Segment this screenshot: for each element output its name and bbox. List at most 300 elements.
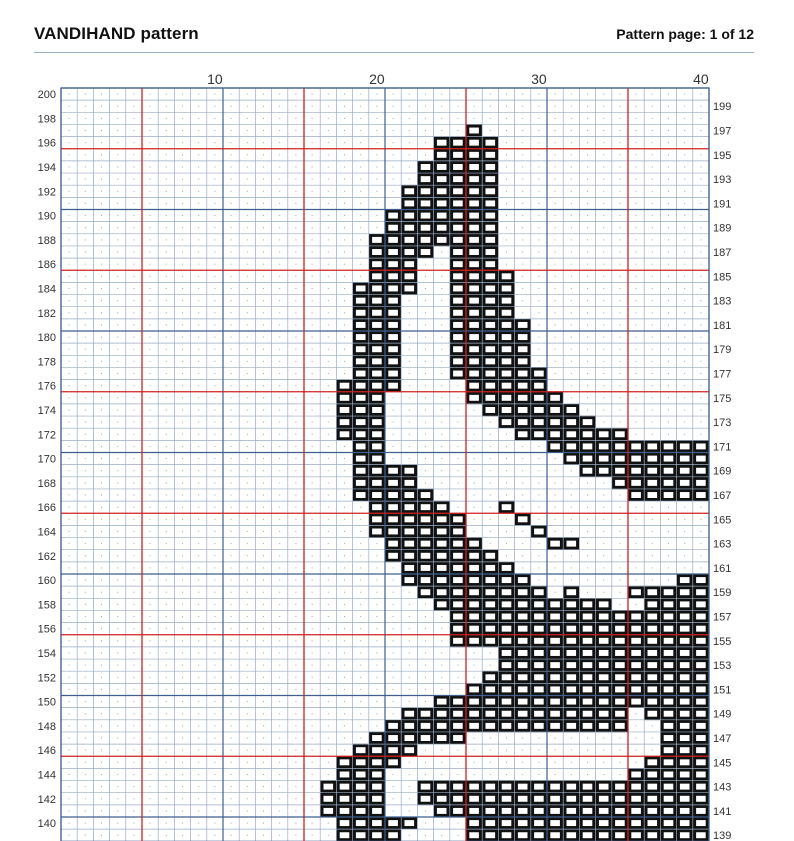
grid-dot (295, 786, 296, 787)
grid-dot (101, 810, 102, 811)
stitch-cell (694, 636, 707, 645)
grid-dot (328, 470, 329, 471)
grid-dot (166, 166, 167, 167)
grid-dot (166, 106, 167, 107)
grid-dot (198, 835, 199, 836)
grid-dot (555, 373, 556, 374)
stitch-cell (387, 320, 400, 329)
grid-dot (295, 179, 296, 180)
stitch-cell (516, 588, 529, 597)
grid-dot (69, 215, 70, 216)
grid-dot (231, 154, 232, 155)
stitch-cell (354, 746, 367, 755)
grid-dot (101, 750, 102, 751)
grid-dot (214, 786, 215, 787)
grid-dot (636, 154, 637, 155)
grid-dot (619, 361, 620, 362)
grid-dot (328, 106, 329, 107)
grid-dot (69, 628, 70, 629)
grid-dot (555, 482, 556, 483)
stitch-cell (565, 624, 578, 633)
grid-dot (101, 616, 102, 617)
grid-dot (376, 154, 377, 155)
grid-dot (393, 786, 394, 787)
grid-dot (571, 215, 572, 216)
grid-dot (295, 555, 296, 556)
grid-dot (668, 373, 669, 374)
stitch-cell (662, 782, 675, 791)
stitch-cell (451, 515, 464, 524)
row-label-right: 169 (713, 465, 732, 478)
grid-dot (328, 409, 329, 410)
grid-dot (85, 361, 86, 362)
grid-dot (69, 361, 70, 362)
grid-dot (166, 713, 167, 714)
grid-dot (198, 264, 199, 265)
grid-dot (247, 361, 248, 362)
grid-dot (214, 652, 215, 653)
grid-dot (85, 604, 86, 605)
stitch-cell (419, 515, 432, 524)
grid-dot (344, 288, 345, 289)
grid-dot (101, 495, 102, 496)
grid-dot (85, 823, 86, 824)
stitch-cell (581, 818, 594, 827)
stitch-cell (532, 369, 545, 378)
grid-dot (328, 215, 329, 216)
grid-dot (603, 227, 604, 228)
grid-dot (668, 434, 669, 435)
grid-dot (522, 203, 523, 204)
stitch-cell (451, 308, 464, 317)
row-label-right: 161 (713, 562, 732, 575)
grid-dot (555, 495, 556, 496)
grid-dot (619, 592, 620, 593)
grid-dot (312, 337, 313, 338)
grid-dot (425, 276, 426, 277)
grid-dot (425, 106, 426, 107)
grid-dot (684, 409, 685, 410)
grid-dot (668, 324, 669, 325)
grid-dot (409, 166, 410, 167)
stitch-cell (516, 575, 529, 584)
grid-dot (636, 239, 637, 240)
stitch-cell (581, 673, 594, 682)
grid-dot (182, 555, 183, 556)
grid-dot (247, 555, 248, 556)
stitch-cell (613, 818, 626, 827)
grid-dot (571, 337, 572, 338)
stitch-cell (694, 648, 707, 657)
grid-dot (652, 191, 653, 192)
grid-dot (474, 495, 475, 496)
grid-dot (198, 166, 199, 167)
stitch-cell (516, 393, 529, 402)
grid-dot (522, 154, 523, 155)
grid-dot (328, 300, 329, 301)
grid-dot (101, 677, 102, 678)
grid-dot (522, 458, 523, 459)
grid-dot (69, 179, 70, 180)
grid-dot (457, 774, 458, 775)
grid-dot (457, 823, 458, 824)
grid-dot (231, 409, 232, 410)
stitch-cell (419, 782, 432, 791)
grid-dot (328, 543, 329, 544)
stitch-cell (516, 818, 529, 827)
grid-dot (344, 567, 345, 568)
stitch-cell (451, 199, 464, 208)
stitch-cell (484, 332, 497, 341)
stitch-cell (678, 721, 691, 730)
grid-dot (684, 422, 685, 423)
grid-dot (85, 264, 86, 265)
grid-dot (198, 252, 199, 253)
grid-dot (522, 300, 523, 301)
grid-dot (247, 227, 248, 228)
stitch-cell (338, 770, 351, 779)
stitch-cell (694, 794, 707, 803)
grid-dot (214, 555, 215, 556)
grid-dot (555, 774, 556, 775)
grid-dot (636, 337, 637, 338)
grid-dot (393, 701, 394, 702)
grid-dot (555, 531, 556, 532)
grid-dot (263, 652, 264, 653)
stitch-cell (613, 782, 626, 791)
stitch-cell (630, 648, 643, 657)
grid-dot (603, 762, 604, 763)
grid-dot (652, 422, 653, 423)
grid-dot (150, 409, 151, 410)
grid-dot (425, 130, 426, 131)
grid-dot (636, 288, 637, 289)
grid-dot (603, 239, 604, 240)
grid-dot (652, 507, 653, 508)
grid-dot (101, 446, 102, 447)
stitch-cell (370, 831, 383, 840)
grid-dot (344, 677, 345, 678)
grid-dot (263, 725, 264, 726)
stitch-cell (630, 673, 643, 682)
stitch-cell (468, 563, 481, 572)
grid-dot (312, 555, 313, 556)
grid-dot (409, 373, 410, 374)
stitch-cell (484, 308, 497, 317)
grid-dot (247, 422, 248, 423)
grid-dot (393, 810, 394, 811)
grid-dot (376, 130, 377, 131)
grid-dot (360, 652, 361, 653)
stitch-cell (451, 174, 464, 183)
grid-dot (198, 446, 199, 447)
grid-dot (636, 349, 637, 350)
grid-dot (117, 324, 118, 325)
grid-dot (441, 373, 442, 374)
grid-dot (571, 750, 572, 751)
grid-dot (247, 434, 248, 435)
grid-dot (328, 179, 329, 180)
grid-dot (279, 628, 280, 629)
stitch-cell (646, 478, 659, 487)
grid-dot (619, 312, 620, 313)
stitch-cell (370, 746, 383, 755)
stitch-cell (694, 490, 707, 499)
grid-dot (85, 701, 86, 702)
row-label-right: 145 (713, 757, 732, 770)
stitch-cell (646, 818, 659, 827)
stitch-cell (565, 721, 578, 730)
grid-dot (409, 324, 410, 325)
grid-dot (457, 470, 458, 471)
stitch-cell (597, 818, 610, 827)
grid-dot (619, 215, 620, 216)
grid-dot (182, 786, 183, 787)
stitch-cell (597, 636, 610, 645)
grid-dot (133, 154, 134, 155)
grid-dot (393, 446, 394, 447)
grid-dot (425, 337, 426, 338)
grid-dot (214, 179, 215, 180)
stitch-cell (500, 721, 513, 730)
stitch-cell (500, 612, 513, 621)
grid-dot (263, 507, 264, 508)
grid-dot (85, 349, 86, 350)
grid-dot (150, 203, 151, 204)
grid-dot (69, 227, 70, 228)
grid-dot (263, 252, 264, 253)
grid-dot (700, 239, 701, 240)
grid-dot (263, 701, 264, 702)
grid-dot (700, 252, 701, 253)
grid-dot (198, 409, 199, 410)
grid-dot (684, 252, 685, 253)
grid-dot (636, 604, 637, 605)
grid-dot (247, 130, 248, 131)
stitch-cell (484, 393, 497, 402)
grid-dot (133, 252, 134, 253)
stitch-cell (387, 478, 400, 487)
stitch-cell (516, 648, 529, 657)
grid-dot (393, 652, 394, 653)
grid-dot (263, 495, 264, 496)
grid-dot (231, 361, 232, 362)
grid-dot (295, 106, 296, 107)
grid-dot (360, 738, 361, 739)
grid-dot (295, 130, 296, 131)
grid-dot (166, 446, 167, 447)
grid-dot (133, 750, 134, 751)
grid-dot (117, 203, 118, 204)
grid-dot (312, 567, 313, 568)
grid-dot (295, 592, 296, 593)
grid-dot (101, 798, 102, 799)
grid-dot (150, 373, 151, 374)
grid-dot (263, 774, 264, 775)
grid-dot (344, 580, 345, 581)
grid-dot (85, 324, 86, 325)
stitch-cell (662, 466, 675, 475)
grid-dot (587, 762, 588, 763)
grid-dot (279, 191, 280, 192)
grid-dot (279, 677, 280, 678)
grid-dot (263, 94, 264, 95)
grid-dot (522, 239, 523, 240)
grid-dot (700, 312, 701, 313)
grid-dot (166, 276, 167, 277)
grid-dot (182, 543, 183, 544)
grid-dot (441, 385, 442, 386)
stitch-cell (484, 405, 497, 414)
stitch-cell (597, 600, 610, 609)
grid-dot (101, 531, 102, 532)
grid-dot (198, 665, 199, 666)
grid-dot (522, 555, 523, 556)
grid-dot (150, 701, 151, 702)
grid-dot (506, 203, 507, 204)
grid-dot (538, 264, 539, 265)
grid-dot (182, 507, 183, 508)
grid-dot (198, 422, 199, 423)
grid-dot (587, 324, 588, 325)
grid-dot (133, 106, 134, 107)
grid-dot (652, 142, 653, 143)
grid-dot (69, 519, 70, 520)
grid-dot (214, 252, 215, 253)
grid-dot (295, 665, 296, 666)
grid-dot (538, 166, 539, 167)
grid-dot (279, 665, 280, 666)
grid-dot (263, 555, 264, 556)
grid-dot (425, 774, 426, 775)
grid-dot (117, 798, 118, 799)
grid-dot (652, 580, 653, 581)
grid-dot (393, 191, 394, 192)
grid-dot (263, 154, 264, 155)
grid-dot (555, 349, 556, 350)
grid-dot (295, 191, 296, 192)
stitch-cell (613, 636, 626, 645)
grid-dot (425, 422, 426, 423)
stitch-cell (468, 223, 481, 232)
stitch-cell (694, 746, 707, 755)
grid-dot (182, 94, 183, 95)
grid-dot (587, 252, 588, 253)
grid-dot (231, 786, 232, 787)
stitch-cell (468, 235, 481, 244)
grid-dot (603, 215, 604, 216)
grid-dot (166, 835, 167, 836)
grid-dot (133, 640, 134, 641)
grid-dot (69, 823, 70, 824)
grid-dot (522, 166, 523, 167)
grid-dot (85, 422, 86, 423)
grid-dot (409, 106, 410, 107)
grid-dot (457, 130, 458, 131)
grid-dot (101, 592, 102, 593)
grid-dot (652, 519, 653, 520)
grid-dot (328, 640, 329, 641)
grid-dot (295, 288, 296, 289)
grid-dot (166, 725, 167, 726)
grid-dot (69, 385, 70, 386)
grid-dot (263, 798, 264, 799)
grid-dot (214, 567, 215, 568)
grid-dot (409, 142, 410, 143)
grid-dot (85, 130, 86, 131)
grid-dot (295, 385, 296, 386)
grid-dot (117, 337, 118, 338)
stitch-cell (500, 417, 513, 426)
grid-dot (571, 361, 572, 362)
grid-dot (603, 154, 604, 155)
grid-dot (344, 507, 345, 508)
grid-dot (312, 628, 313, 629)
grid-dot (376, 227, 377, 228)
stitch-cell (484, 211, 497, 220)
grid-dot (85, 738, 86, 739)
stitch-cell (630, 490, 643, 499)
grid-dot (668, 543, 669, 544)
grid-dot (425, 324, 426, 325)
grid-dot (247, 823, 248, 824)
grid-dot (85, 640, 86, 641)
stitch-cell (516, 782, 529, 791)
grid-dot (344, 665, 345, 666)
grid-dot (522, 312, 523, 313)
grid-dot (441, 434, 442, 435)
grid-dot (182, 239, 183, 240)
grid-dot (652, 154, 653, 155)
grid-dot (295, 397, 296, 398)
row-label-right: 159 (713, 587, 732, 600)
grid-dot (182, 191, 183, 192)
stitch-cell (500, 284, 513, 293)
stitch-cell (500, 600, 513, 609)
grid-dot (150, 738, 151, 739)
grid-dot (214, 94, 215, 95)
grid-dot (263, 677, 264, 678)
grid-dot (166, 580, 167, 581)
grid-dot (506, 118, 507, 119)
grid-dot (85, 677, 86, 678)
grid-dot (652, 725, 653, 726)
grid-dot (150, 555, 151, 556)
row-label-left: 172 (37, 429, 56, 442)
grid-dot (150, 725, 151, 726)
row-label-right: 189 (713, 222, 732, 235)
stitch-cell (646, 442, 659, 451)
stitch-cell (678, 733, 691, 742)
grid-dot (231, 543, 232, 544)
stitch-cell (613, 709, 626, 718)
stitch-cell (354, 758, 367, 767)
grid-dot (214, 373, 215, 374)
grid-dot (587, 580, 588, 581)
grid-dot (295, 203, 296, 204)
grid-dot (522, 252, 523, 253)
stitch-cell (468, 806, 481, 815)
grid-dot (295, 652, 296, 653)
grid-dot (247, 628, 248, 629)
grid-dot (619, 409, 620, 410)
grid-dot (214, 470, 215, 471)
stitch-cell (370, 369, 383, 378)
grid-dot (636, 762, 637, 763)
grid-dot (231, 349, 232, 350)
stitch-cell (419, 588, 432, 597)
grid-dot (360, 701, 361, 702)
